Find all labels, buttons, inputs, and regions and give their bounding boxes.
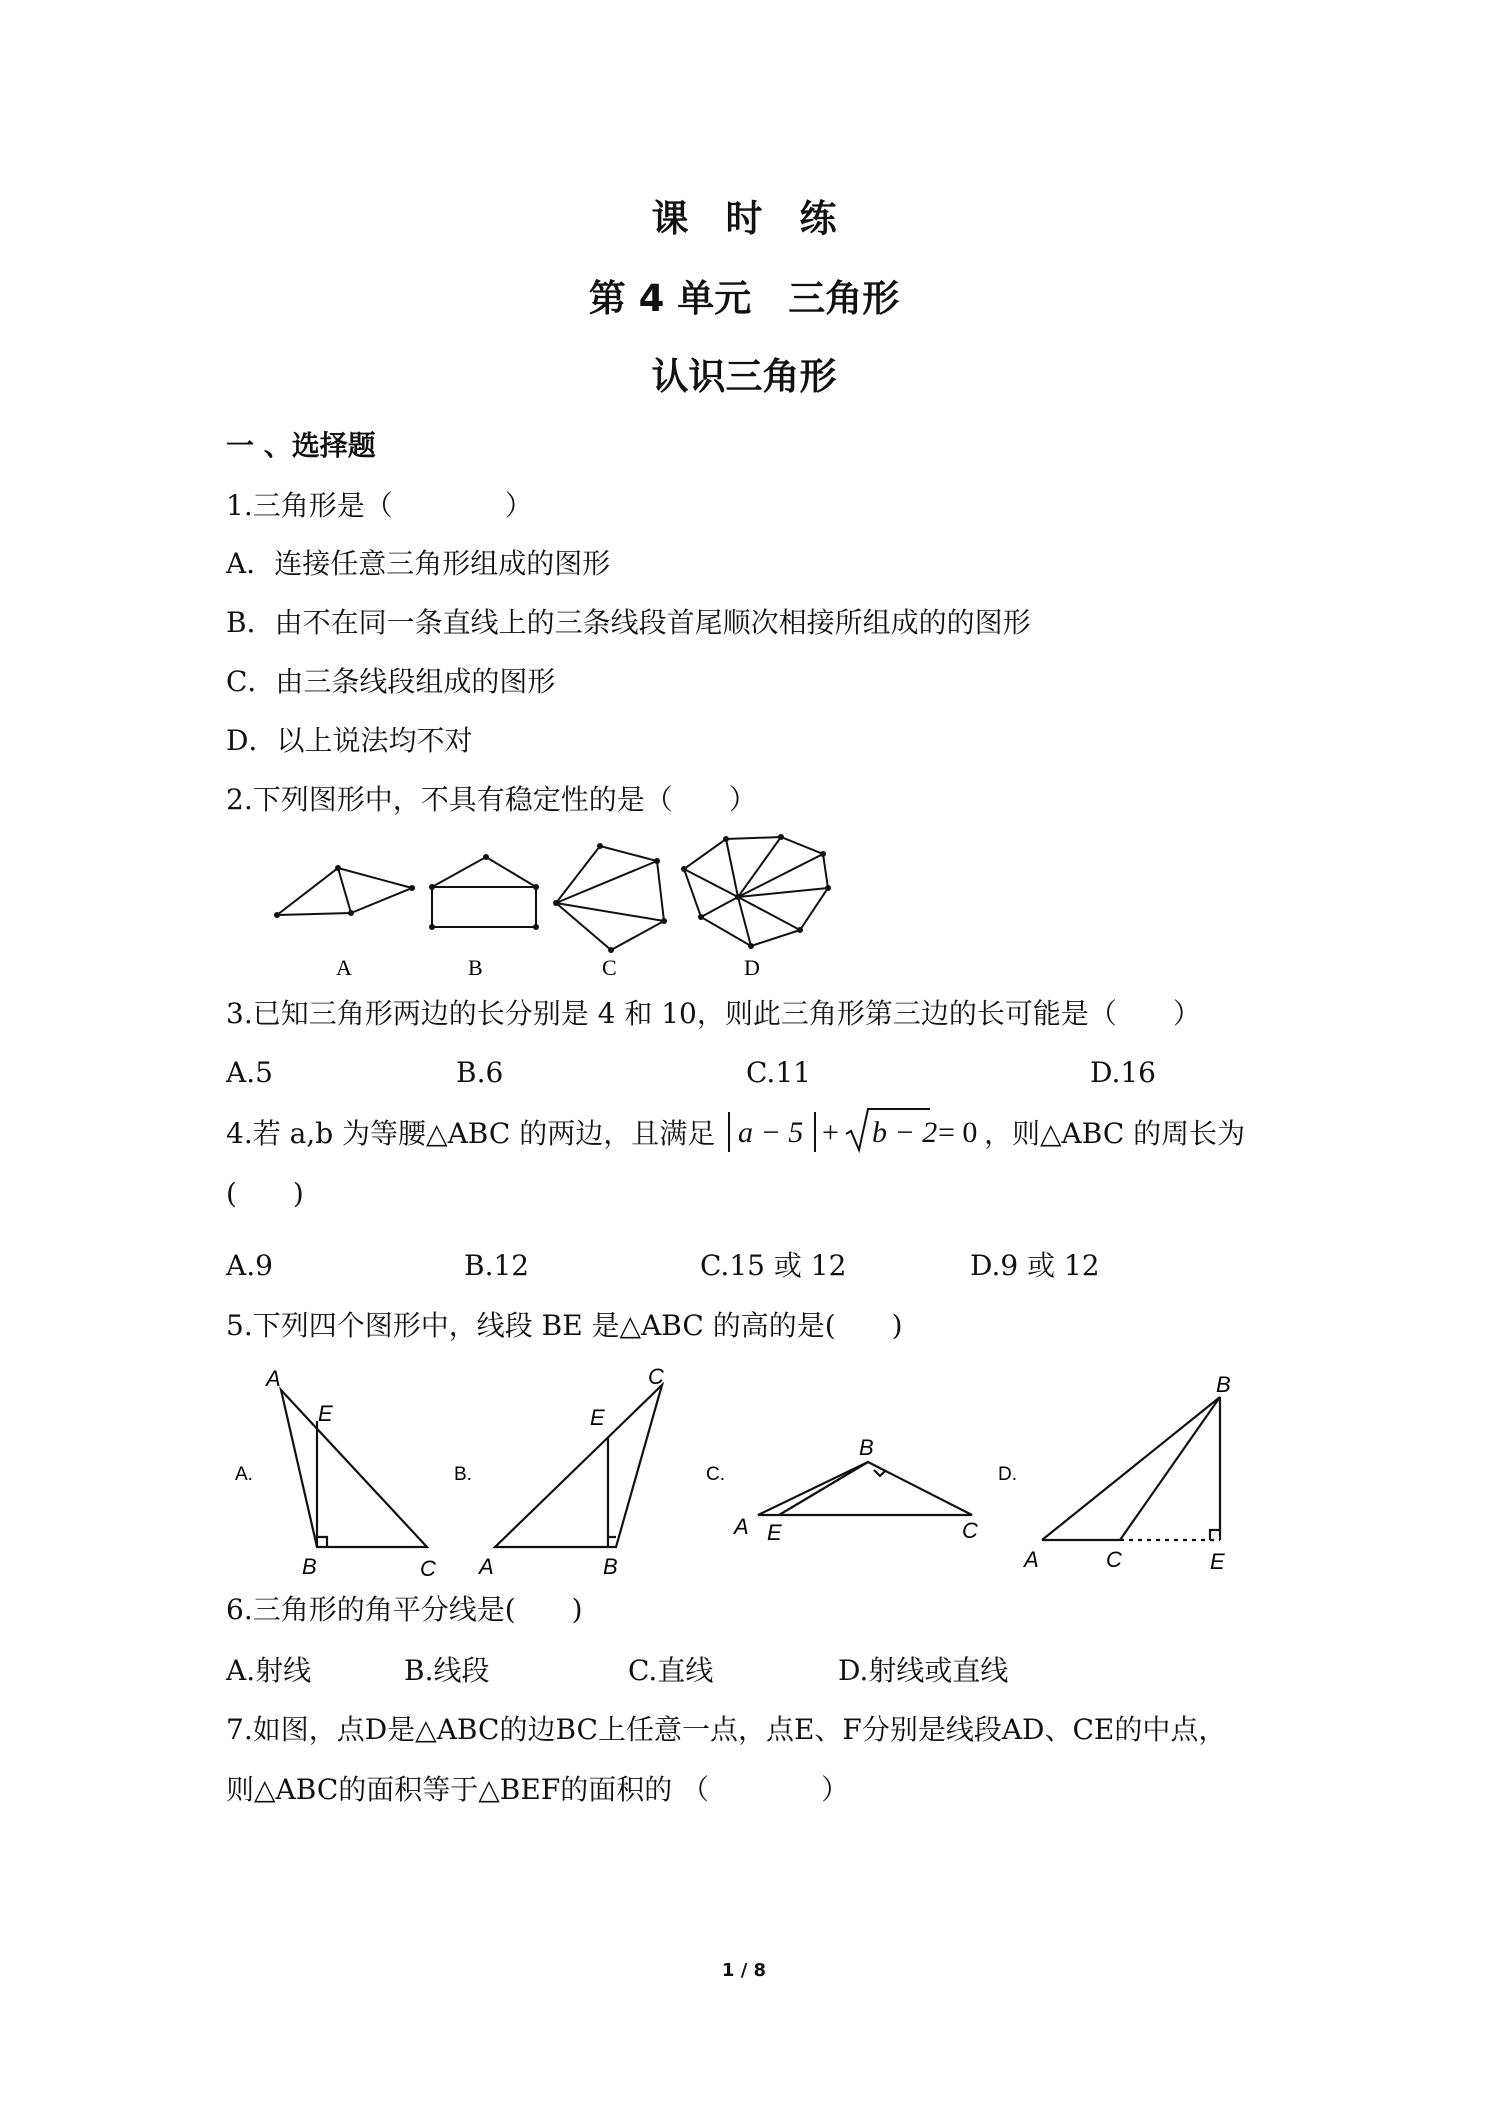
q2-label-a: A xyxy=(336,955,352,980)
q4-option-a: A.9 xyxy=(226,1249,273,1282)
q3-option-d: D.16 xyxy=(1090,1056,1156,1089)
q5a-point-e: E xyxy=(318,1401,333,1426)
q5c-point-e: E xyxy=(767,1520,782,1545)
q4-option-b: B.12 xyxy=(464,1249,530,1282)
unit-title: 第 4 单元 三角形 xyxy=(588,277,900,320)
q4-sqrt-inner: b − 2 xyxy=(872,1116,938,1149)
q4-stem-end: ，则△ABC 的周长为 xyxy=(984,1117,1246,1150)
q5b-point-e: E xyxy=(590,1405,605,1430)
q4-abs-inner: a − 5 xyxy=(738,1116,804,1149)
q2-label-c: C xyxy=(602,955,617,980)
q3-option-b: B.6 xyxy=(456,1056,504,1089)
page-number: 1 / 8 xyxy=(721,1960,767,1981)
section-heading: 一 、选择题 xyxy=(226,429,376,462)
q6-option-b: B.线段 xyxy=(404,1654,490,1687)
q5-option-b: B. xyxy=(454,1464,472,1485)
q5-figure-d xyxy=(1042,1397,1220,1540)
q5a-point-c: C xyxy=(420,1556,436,1581)
q5d-point-c: C xyxy=(1106,1547,1122,1572)
q5a-point-a: A xyxy=(266,1366,281,1391)
q6-stem: 6.三角形的角平分线是( ) xyxy=(226,1593,583,1626)
q1-stem: 1.三角形是（ ） xyxy=(226,489,533,522)
q3-option-c: C.11 xyxy=(746,1056,811,1089)
q4-option-d: D.9 或 12 xyxy=(970,1249,1100,1282)
q7-line1: 7.如图，点D是△ABC的边BC上任意一点，点E、F分别是线段AD、CE的中点， xyxy=(226,1713,1227,1746)
q5c-point-b: B xyxy=(859,1435,874,1460)
q5-option-a: A. xyxy=(235,1464,253,1485)
q4-equals: = 0 xyxy=(938,1116,978,1149)
q5-stem: 5.下列四个图形中，线段 BE 是△ABC 的高的是( ) xyxy=(226,1309,903,1342)
q3-stem: 3.已知三角形两边的长分别是 4 和 10，则此三角形第三边的长可能是（ ） xyxy=(226,997,1201,1030)
q5b-point-a: A xyxy=(479,1554,494,1579)
q5d-point-a: A xyxy=(1024,1547,1039,1572)
q5a-point-b: B xyxy=(302,1554,317,1579)
q3-option-a: A.5 xyxy=(226,1056,273,1089)
q5-option-c: C. xyxy=(706,1464,725,1485)
q5-figure-b xyxy=(495,1385,662,1547)
q2-label-d: D xyxy=(744,955,760,980)
q5c-point-c: C xyxy=(962,1518,978,1543)
q5d-point-e: E xyxy=(1210,1549,1225,1574)
q5b-point-c: C xyxy=(648,1364,664,1389)
q5b-point-b: B xyxy=(603,1554,618,1579)
q5d-point-b: B xyxy=(1216,1372,1231,1397)
q6-option-c: C.直线 xyxy=(628,1654,714,1687)
q5-option-d: D. xyxy=(998,1464,1017,1485)
lesson-title: 认识三角形 xyxy=(651,355,837,398)
q2-stem: 2.下列图形中，不具有稳定性的是（ ） xyxy=(226,783,757,816)
q5-figure-a xyxy=(281,1390,427,1547)
q1-option-b: B．由不在同一条直线上的三条线段首尾顺次相接所组成的的图形 xyxy=(226,606,1031,639)
q6-option-d: D.射线或直线 xyxy=(838,1654,1009,1687)
page-title: 课 时 练 xyxy=(651,197,837,240)
q1-option-d: D．以上说法均不对 xyxy=(226,724,473,757)
q5c-point-a: A xyxy=(734,1514,749,1539)
q4-stem-start: 4.若 a,b 为等腰△ABC 的两边，且满足 xyxy=(226,1117,716,1150)
q1-option-a: A．连接任意三角形组成的图形 xyxy=(226,547,611,580)
q4-plus: + xyxy=(822,1116,839,1149)
q7-line2: 则△ABC的面积等于△BEF的面积的 （ ） xyxy=(226,1773,850,1806)
q1-option-c: C．由三条线段组成的图形 xyxy=(226,665,556,698)
q5-figure-c xyxy=(758,1462,972,1515)
q2-label-b: B xyxy=(468,955,483,980)
q6-option-a: A.射线 xyxy=(226,1654,312,1687)
q4-option-c: C.15 或 12 xyxy=(700,1249,847,1282)
q4-paren: ( ) xyxy=(226,1177,304,1210)
